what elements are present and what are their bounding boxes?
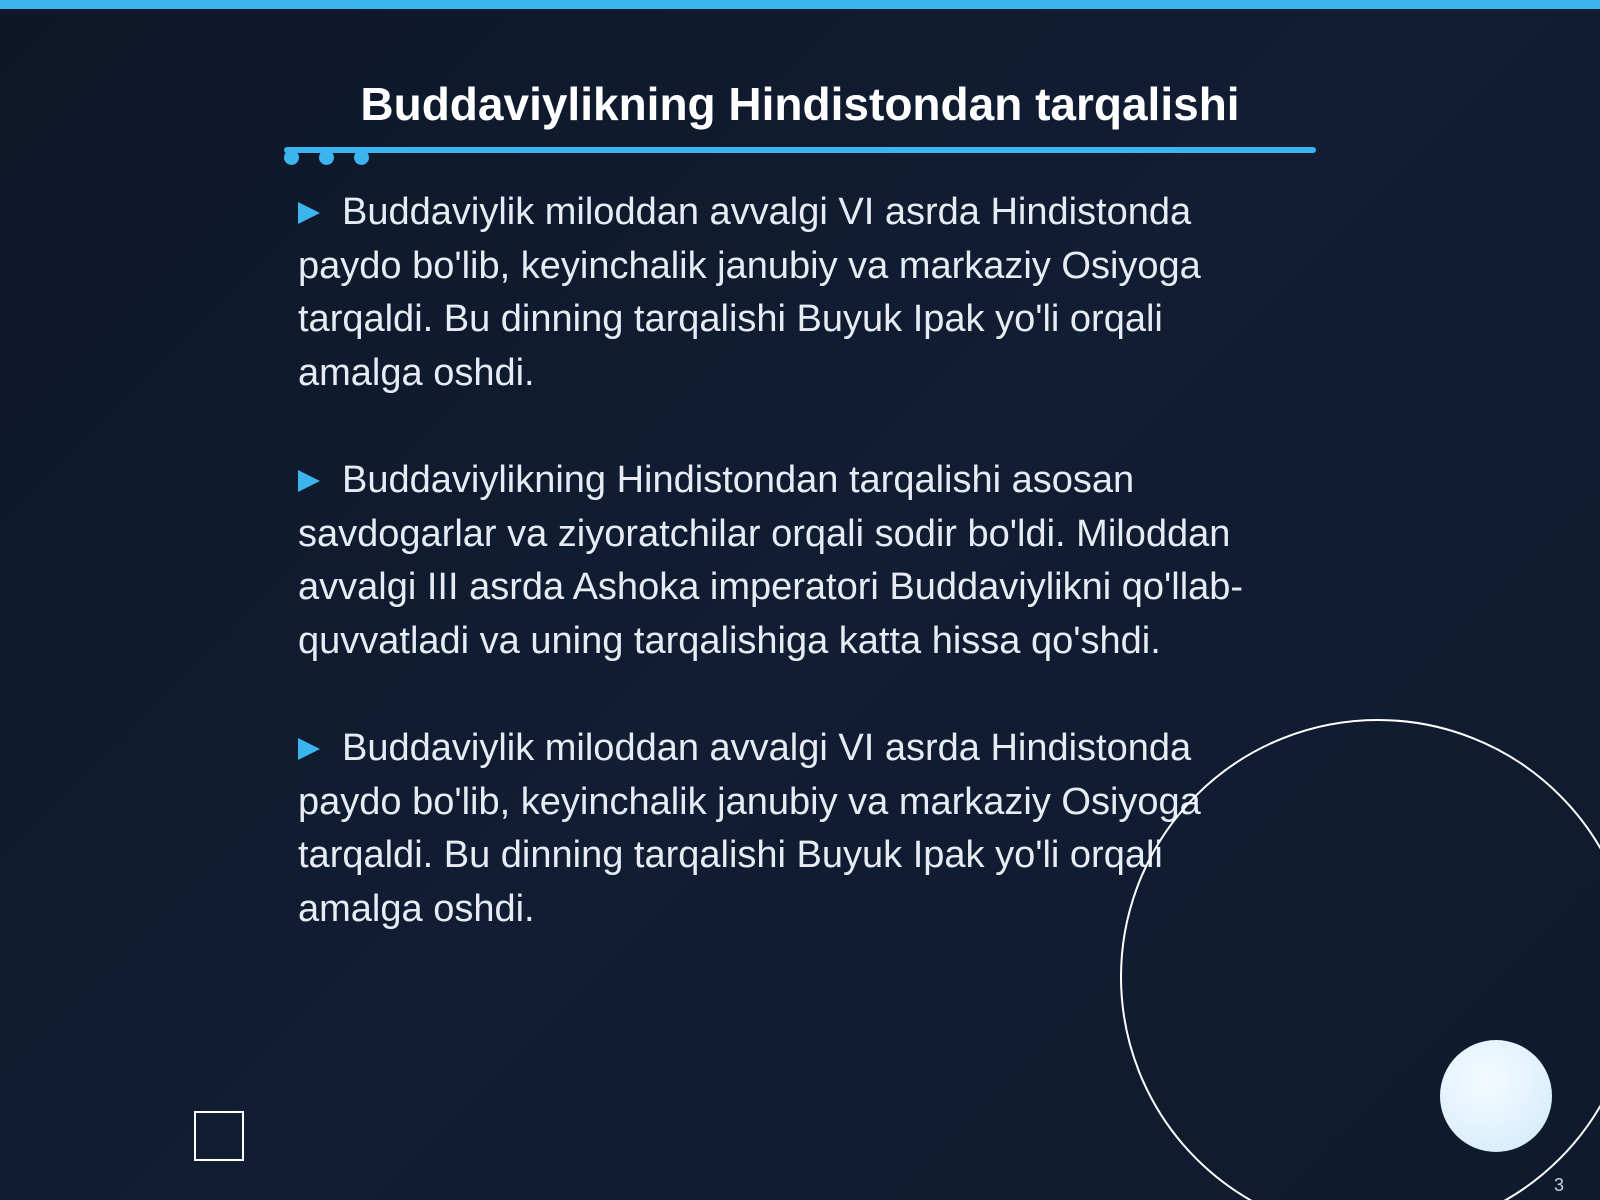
decorative-circle-filled <box>1440 1040 1552 1152</box>
bullet-text: Buddaviylik miloddan avvalgi VI asrda Hindistonda paydo bo'lib, keyinchalik janubiy va markaziy Osiyoga tarqaldi. Bu dinning tarqalishi Buyuk Ipak yo'li orqali amalga oshdi. <box>298 727 1201 930</box>
slide-title: Buddaviylikning Hindistondan tarqalishi <box>360 78 1240 130</box>
bullet-list <box>298 186 1268 990</box>
decorative-dot <box>354 150 369 165</box>
decorative-dot <box>319 150 334 165</box>
bullet-text: Buddaviylikning Hindistondan tarqalishi asosan savdogarlar va ziyoratchilar orqali sodir bo'ldi. Miloddan avvalgi III asrda Ashoka imperatori Buddaviylikni qo'llab-quvvatladi va uning tarqalishiga katta hissa qo'shdi. <box>298 459 1244 662</box>
bullet-item <box>298 454 1268 668</box>
triangle-bullet-icon <box>298 738 320 760</box>
triangle-bullet-icon <box>298 202 320 224</box>
decorative-square-outline <box>194 1111 244 1161</box>
decorative-dot <box>284 150 299 165</box>
top-accent-bar <box>0 0 1600 9</box>
triangle-bullet-icon <box>298 470 320 492</box>
bullet-item <box>298 722 1268 936</box>
title-underline <box>284 147 1316 153</box>
bullet-item <box>298 186 1268 400</box>
page-number: 3 <box>1553 1175 1564 1195</box>
bullet-text: Buddaviylik miloddan avvalgi VI asrda Hindistonda paydo bo'lib, keyinchalik janubiy va markaziy Osiyoga tarqaldi. Bu dinning tarqalishi Buyuk Ipak yo'li orqali amalga oshdi. <box>298 191 1201 394</box>
